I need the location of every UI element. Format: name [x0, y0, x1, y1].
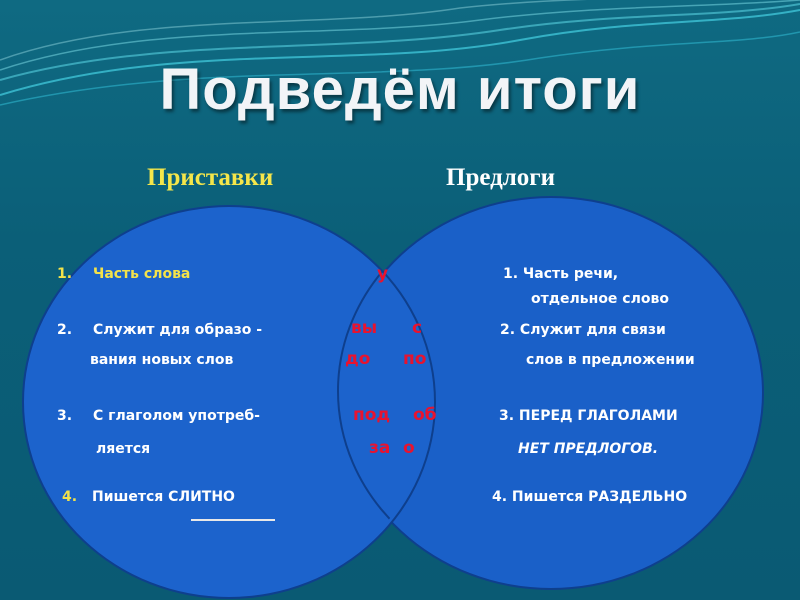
left-item-number-2: 2.	[57, 322, 73, 338]
overlap-word-vy: вы	[351, 318, 378, 338]
overlap-word-pod: под	[353, 405, 391, 425]
left-item-text-2b: вания новых слов	[90, 352, 234, 368]
page-title: Подведём итоги	[159, 57, 641, 122]
left-item-number-1: 1.	[57, 266, 73, 282]
right-item-text-3: 3. ПЕРЕД ГЛАГОЛАМИ	[499, 408, 678, 424]
right-item-text-1b: отдельное слово	[531, 291, 669, 307]
right-item-text-2: 2. Служит для связи	[500, 322, 666, 338]
overlap-word-u: у	[377, 264, 389, 284]
left-item-text-2: Служит для образо -	[93, 322, 263, 338]
left-item-text-4: Пишется СЛИТНО	[92, 489, 235, 505]
overlap-word-za: за	[369, 438, 391, 458]
left-item-text-3b: ляется	[96, 441, 151, 457]
overlap-word-do: до	[345, 349, 371, 369]
right-item-text-2b: слов в предложении	[526, 352, 695, 368]
left-item-number-3: 3.	[57, 408, 73, 424]
overlap-word-s: с	[412, 318, 423, 338]
right-item-text-4: 4. Пишется РАЗДЕЛЬНО	[492, 489, 688, 505]
overlap-word-ob: об	[413, 405, 437, 425]
right-item-text-3b: НЕТ ПРЕДЛОГОВ.	[518, 441, 659, 457]
underline-slitno	[191, 519, 275, 521]
left-item-text-3: С глаголом употреб-	[93, 408, 260, 424]
right-item-text-1: 1. Часть речи,	[503, 266, 619, 282]
heading-prepositions: Предлоги	[446, 164, 556, 191]
venn-circle-prefixes	[22, 205, 436, 599]
left-item-text-1: Часть слова	[93, 266, 191, 282]
overlap-word-o: о	[403, 438, 415, 458]
heading-prefixes: Приставки	[147, 164, 274, 191]
left-item-number-4: 4.	[62, 489, 78, 505]
overlap-word-po: по	[403, 349, 427, 369]
